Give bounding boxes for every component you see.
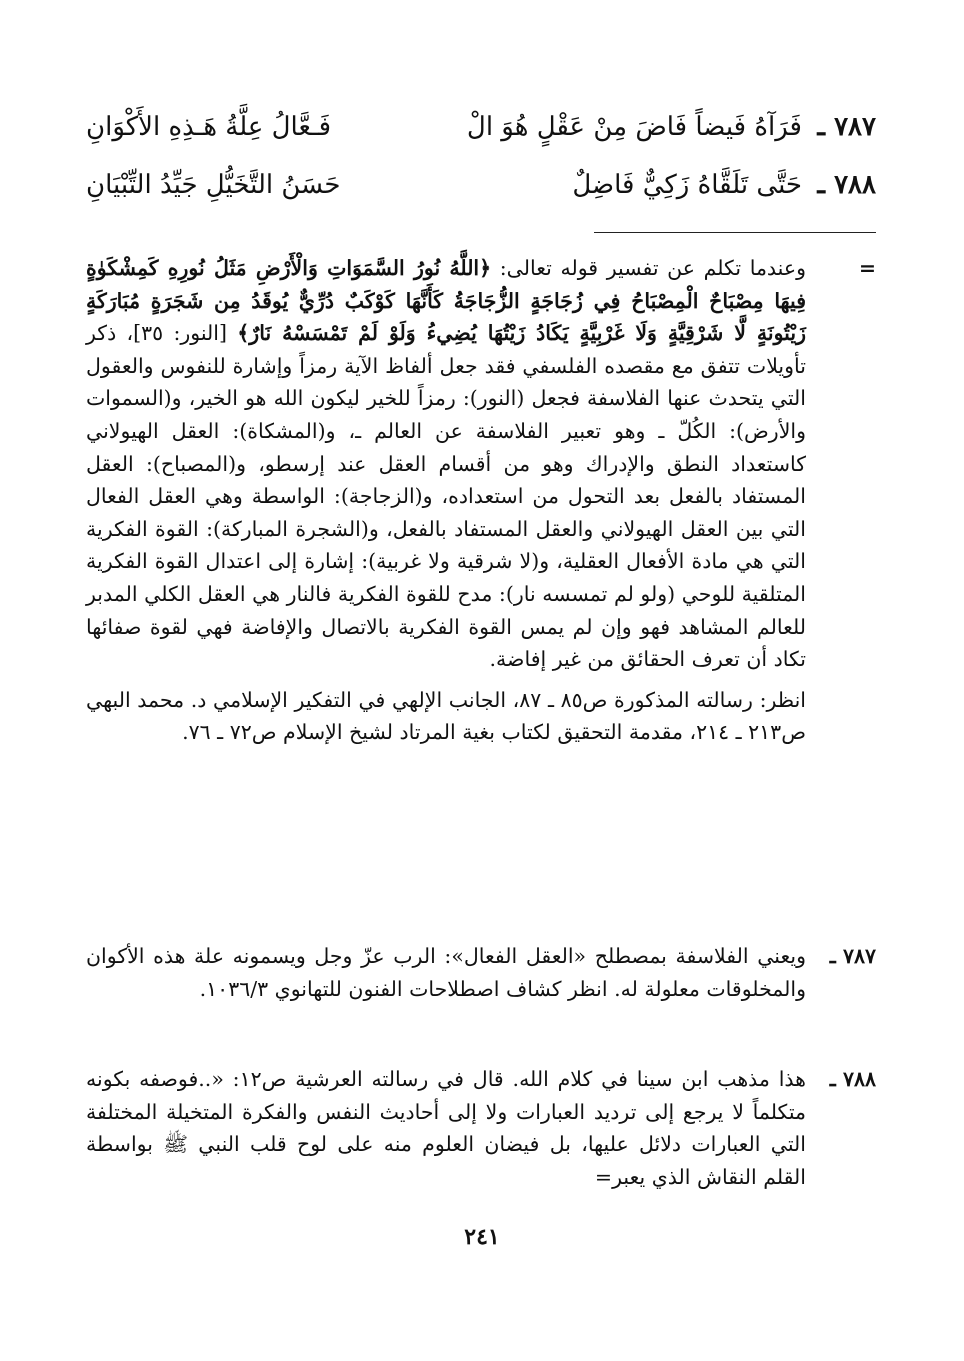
footnote-text: [النور: ٣٥]، ذكر تأويلات تتفق مع مقصده الفلسفي فقد جعل ألفاظ الآية رمزاً وإشارة للنفوس والعقول التي يتحدث عنها الفلاسفة فجعل (النور): رمزاً للخير ليكون الله هو الخير، و(السموات والأرض): الكُلّ ـ وهو تعبير الفلاسفة عن العالم ـ، و(المشكاة): العقل الهيولاني كاستعداد النطق والإدراك وهو من أقسام العقل عند إرسطو، و(المصباح): العقل المستفاد بالفعل بعد التحول من استعداده، و(الزجاجة): الواسطة وهي العقل الفعال التي بين العقل الهيولاني والعقل المستفاد بالفعل، و(الشجرة المباركة): القوة الفكرية التي هي مادة الأفعال العقلية، و(لا شرقية ولا غربية): إشارة إلى اعتدال القوة الفكرية المتلقية للوحي (ولو لم تمسسه نار): مدح للقوة الفكرية فالنار هي العقل الكلي المدبر للعالم المشاهد فهو وإن لم يمس القوة الفكرية بالاتصال والإفاضة فهي لقوة صفائها تكاد أن تعرف الحقائق من غير إفاضة. xyxy=(86,321,806,672)
footnote-marker: ٧٨٧ ـ xyxy=(829,944,876,968)
footnote-788 xyxy=(86,1063,876,1193)
footnote-787 xyxy=(86,940,876,1005)
footnote-marker: ٧٨٨ ـ xyxy=(829,1067,876,1091)
footnote-reference: انظر: رسالته المذكورة ص٨٥ ـ ٨٧، الجانب الإلهي في التفكير الإسلامي د. محمد البهي ص٢١٣ ـ ٢١٤، مقدمة التحقيق لكتاب بغية المرتاد لشيخ الإسلام ص٧٢ ـ ٧٦. xyxy=(86,687,807,745)
verse-right-hemistich: فَرَآهُ فَيضاً فَاضَ مِنْ عَقْلٍ هُوَ الْ xyxy=(466,112,802,142)
verse-number: ٧٨٨ ـ xyxy=(817,170,876,200)
verse-right-hemistich: حَتَّى تَلَقَّاهُ زَكِيٌّ فَاضِلٌ xyxy=(572,170,802,200)
footnote-paragraph xyxy=(86,252,806,676)
footnote-text: هذا مذهب ابن سينا في كلام الله. قال في رسالته العرشية ص١٢: «..فوصفه بكونه متكلماً لا يرجع إلى ترديد العبارات ولا إلى أحاديث النفس والفكرة المتخيلة المختلفة التي العبارات دلائل عليها، بل فيضان العلوم منه على لوح قلب النبي ﷺ بواسطة القلم النقاش الذي يعبر= xyxy=(86,1067,806,1189)
verse-787 xyxy=(86,102,876,152)
verse-788 xyxy=(86,160,876,210)
footnote-text: ويعني الفلاسفة بمصطلح «العقل الفعال»: الرب عزّ وجل ويسمونه علة هذه الأكوان والمخلوقات معلولة له. انظر كشاف اصطلاحات الفنون للتهانوي ١٠٣٦/٣. xyxy=(86,944,806,1001)
verse-number: ٧٨٧ ـ xyxy=(817,112,876,142)
footnote-body xyxy=(86,940,806,1005)
footnote-body xyxy=(86,252,806,749)
page-number: ٢٤١ xyxy=(464,1224,500,1250)
footnote-continuation xyxy=(86,252,876,749)
quran-verse: ﴿اللَّهُ نُورُ السَّمَوَاتِ وَالْأَرْضِ مَثَلُ نُورِهِ كَمِشْكَوٰةٍ فِيهَا مِصْبَاحٌ الْمِصْبَاحُ فِي زُجَاجَةٍ الزُّجَاجَةُ كَأَنَّهَا كَوْكَبٌ دُرِّيٌّ يُوقَدُ مِن شَجَرَةٍ مُبَارَكَةٍ زَيْتُونَةٍ لَّا شَرْقِيَّةٍ وَلَا غَرْبِيَّةٍ يَكَادُ زَيْتُهَا يُضِيءُ وَلَوْ لَمْ تَمْسَسْهُ نَارٌ﴾ xyxy=(86,256,806,346)
footnote-body xyxy=(86,1063,806,1193)
continuation-marker: = xyxy=(858,256,876,280)
verse-left-hemistich: فَـعَّالُ عِلَّةُ هَـذِهِ الأَكْوَانِ xyxy=(86,112,332,142)
footnote-intro: وعندما تكلم عن تفسير قوله تعالى: xyxy=(491,256,806,280)
footnote-separator xyxy=(594,232,876,233)
verse-left-hemistich: حَسَنُ التَّخَيُّلِ جَيِّدُ التِّبْيَانِ xyxy=(86,170,341,200)
